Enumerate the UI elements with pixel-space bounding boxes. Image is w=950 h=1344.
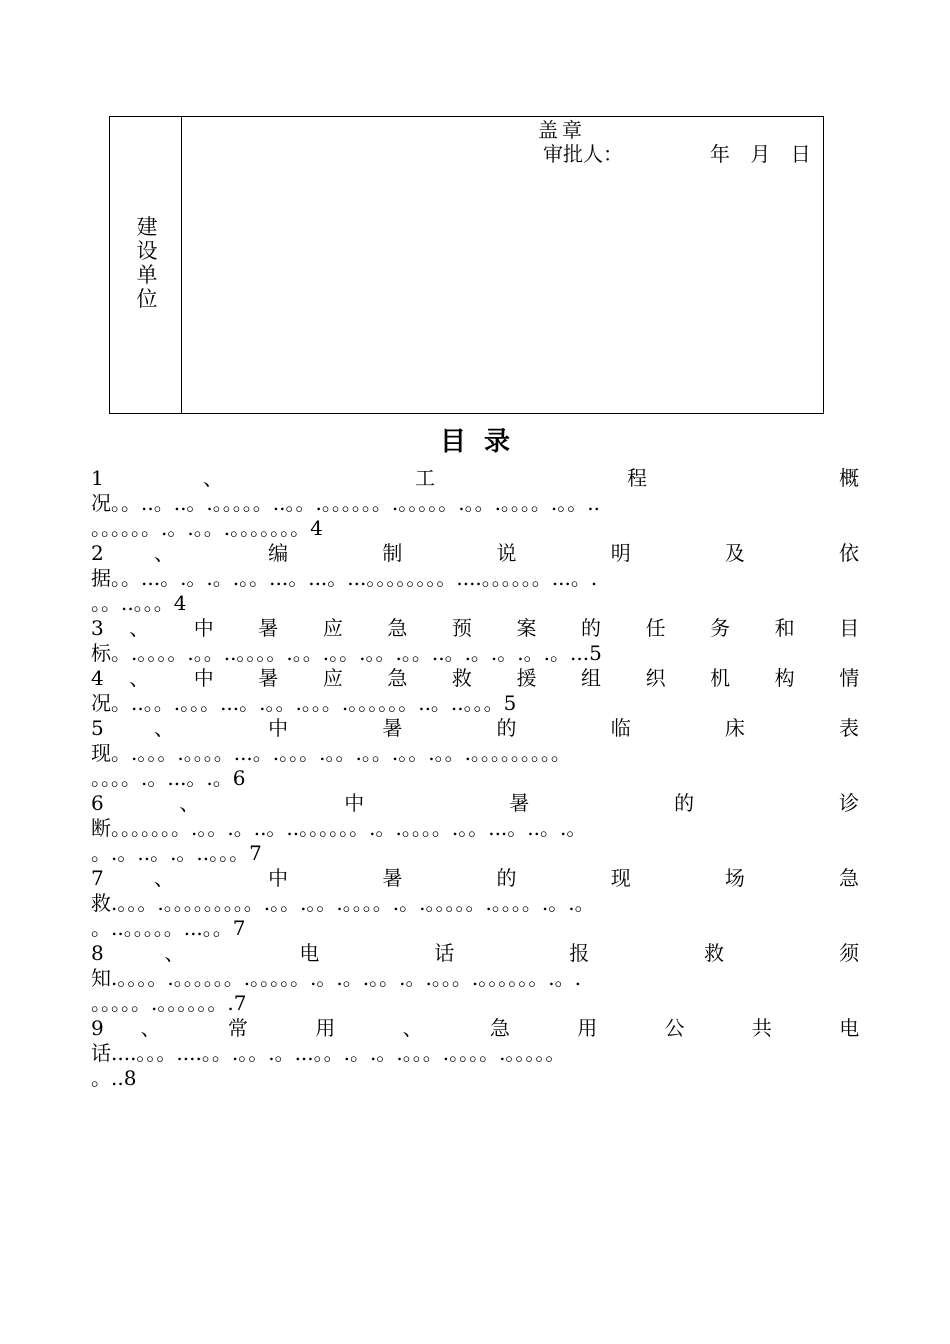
toc-entry[interactable]: [91, 716, 859, 791]
toc-heading-token: 3: [91, 616, 104, 640]
toc-heading-token: 的: [674, 791, 764, 815]
toc-heading-token: 明: [610, 541, 675, 565]
toc-entry-heading: [91, 791, 859, 816]
toc-heading-token: 组: [581, 666, 621, 690]
toc-heading-token: 暑: [258, 666, 298, 690]
toc-heading-token: 床: [724, 716, 789, 740]
toc-heading-token: 6: [91, 791, 104, 815]
toc-title: 目录: [439, 427, 528, 457]
toc-heading-token: 1: [91, 466, 104, 490]
toc-entry-leader: 况。..。。.。。。...。.。。.。。。.。。。。。。..。..。。。5: [91, 691, 517, 715]
toc-entry-leader: 标。.。。。。.。。..。。。。.。。.。。.。。.。。..。.。.。.。.。...5: [91, 641, 602, 665]
toc-heading-token: 5: [91, 716, 104, 740]
toc-heading-token: 的: [496, 866, 561, 890]
toc-heading-token: 、: [164, 941, 239, 965]
toc-heading-token: 、: [154, 541, 218, 565]
toc-entry[interactable]: [91, 791, 859, 866]
toc-heading-token: 诊: [839, 791, 859, 815]
toc-heading-token: 预: [451, 616, 492, 640]
toc-entry-leader: 据。。...。.。.。.。。...。...。...。。。。。。。。....。。。。。。...。.: [91, 566, 598, 590]
toc-heading-token: 话: [434, 941, 509, 965]
seal-label: 盖章: [538, 118, 586, 142]
toc-heading-token: 电: [299, 941, 374, 965]
toc-heading-token: 中: [193, 616, 233, 640]
toc-entry[interactable]: [91, 541, 859, 616]
toc-heading-token: 制: [382, 541, 447, 565]
toc-heading-token: 应: [322, 616, 362, 640]
toc-heading-token: 须: [839, 941, 859, 965]
toc-heading-token: 织: [645, 666, 685, 690]
toc-entry-leader: 。。。。。。.。.。。.。。。。。。。4: [91, 516, 323, 540]
toc-heading-token: 、: [129, 616, 169, 640]
toc-heading-token: 中: [268, 866, 333, 890]
toc-heading-token: 、: [202, 466, 316, 490]
toc-entry-leader: 断。。。。。。。.。。.。..。..。。。。。。.。.。。。。.。。...。..。.。: [91, 816, 587, 840]
toc-heading-token: 9: [91, 1016, 104, 1040]
toc-entry-heading: [91, 616, 859, 641]
toc-entry[interactable]: [91, 666, 859, 716]
toc-heading-token: 案: [516, 616, 556, 640]
toc-heading-token: 场: [724, 866, 789, 890]
toc-entry[interactable]: [91, 616, 859, 666]
toc-heading-token: 报: [569, 941, 644, 965]
toc-entry[interactable]: [91, 466, 859, 541]
toc-heading-token: 中: [268, 716, 333, 740]
toc-heading-token: 、: [154, 716, 218, 740]
toc-entry-heading: [91, 1016, 859, 1041]
toc-heading-token: 的: [581, 616, 621, 640]
toc-heading-token: 电: [839, 1016, 859, 1040]
toc-heading-token: 务: [710, 616, 750, 640]
toc-heading-token: 用: [315, 1016, 366, 1040]
date-label: 年 月 日: [710, 142, 811, 166]
toc-heading-token: 依: [839, 541, 859, 565]
toc-heading-token: 工: [414, 466, 528, 490]
toc-heading-token: 目: [839, 616, 859, 640]
toc-heading-token: 编: [268, 541, 333, 565]
toc-heading-token: 共: [751, 1016, 803, 1040]
toc-entry-leader: 话....。。。....。。.。。.。...。。.。.。.。。。.。。。。.。。。。。: [91, 1041, 566, 1065]
toc-entry-leader: 况。。..。..。.。。。。。..。。.。。。。。。.。。。。。.。。.。。。。.。。..: [91, 491, 601, 515]
toc-entry-leader: 救.。。。.。。。。。。。。。.。。.。。.。。。。.。.。。。。。.。。。。.。.。: [91, 891, 595, 915]
toc-heading-token: 及: [724, 541, 789, 565]
toc-heading-token: 现: [610, 866, 675, 890]
toc-entry-heading: [91, 541, 859, 566]
toc-heading-token: 常: [227, 1016, 279, 1040]
toc-heading-token: 4: [91, 666, 104, 690]
toc-heading-token: 援: [516, 666, 556, 690]
toc-heading-token: 程: [627, 466, 740, 490]
toc-heading-token: 急: [839, 866, 859, 890]
toc-heading-token: 、: [154, 866, 218, 890]
toc-heading-token: 概: [839, 466, 859, 490]
toc-heading-token: 构: [774, 666, 814, 690]
toc-entry-heading: [91, 716, 859, 741]
table-of-contents: [91, 466, 859, 1091]
toc-heading-token: 8: [91, 941, 104, 965]
toc-heading-token: 机: [710, 666, 750, 690]
toc-entry-heading: [91, 941, 859, 966]
toc-heading-token: 用: [577, 1016, 628, 1040]
toc-heading-token: 2: [91, 541, 104, 565]
approver-label: 审批人：: [543, 142, 623, 166]
toc-entry-leader: 现。.。。。.。。。。...。.。。。.。。.。。.。。.。。.。。。。。。。。。: [91, 741, 571, 765]
toc-entry-leader: 。。..。。。4: [91, 591, 187, 615]
toc-heading-token: 暑: [382, 866, 447, 890]
toc-heading-token: 救: [451, 666, 492, 690]
toc-heading-token: 急: [387, 666, 427, 690]
toc-heading-token: 、: [179, 791, 269, 815]
toc-heading-token: 任: [645, 616, 685, 640]
toc-heading-token: 应: [322, 666, 362, 690]
toc-heading-token: 、: [140, 1016, 192, 1040]
toc-heading-token: 、: [129, 666, 169, 690]
toc-heading-token: 暑: [509, 791, 599, 815]
toc-heading-token: 和: [774, 616, 814, 640]
toc-entry-heading: [91, 466, 859, 491]
toc-heading-token: 表: [839, 716, 859, 740]
toc-entry-leader: 。..8: [91, 1066, 137, 1090]
toc-heading-token: 情: [839, 666, 859, 690]
toc-heading-token: 急: [489, 1016, 541, 1040]
toc-entry-leader: 。。。。。.。。。。。。.7: [91, 991, 247, 1015]
toc-heading-token: 急: [387, 616, 427, 640]
toc-entry[interactable]: [91, 941, 859, 1016]
approval-table: [109, 116, 824, 414]
unit-label: 建设单位: [136, 215, 158, 311]
toc-entry-leader: 。。。。.。...。.。6: [91, 766, 246, 790]
toc-heading-token: 、: [402, 1016, 454, 1040]
unit-cell: [110, 117, 182, 413]
toc-entry-leader: 。..。。。。。...。。7: [91, 916, 246, 940]
toc-entry[interactable]: [91, 1016, 859, 1091]
toc-entry-heading: [91, 666, 859, 691]
toc-heading-token: 救: [704, 941, 779, 965]
toc-entry[interactable]: [91, 866, 859, 941]
toc-heading-token: 暑: [258, 616, 298, 640]
toc-heading-token: 中: [193, 666, 233, 690]
toc-entry-leader: 知.。。。。.。。。。。。.。。。。。.。.。.。。.。.。。。.。。。。。。.。.: [91, 966, 581, 990]
toc-heading-token: 临: [610, 716, 675, 740]
toc-heading-token: 中: [344, 791, 434, 815]
toc-heading-token: 说: [496, 541, 561, 565]
toc-heading-token: 暑: [382, 716, 447, 740]
toc-entry-leader: 。.。..。.。..。。。7: [91, 841, 262, 865]
toc-heading-token: 公: [664, 1016, 716, 1040]
toc-entry-heading: [91, 866, 859, 891]
toc-heading-token: 的: [496, 716, 561, 740]
toc-heading-token: 7: [91, 866, 104, 890]
